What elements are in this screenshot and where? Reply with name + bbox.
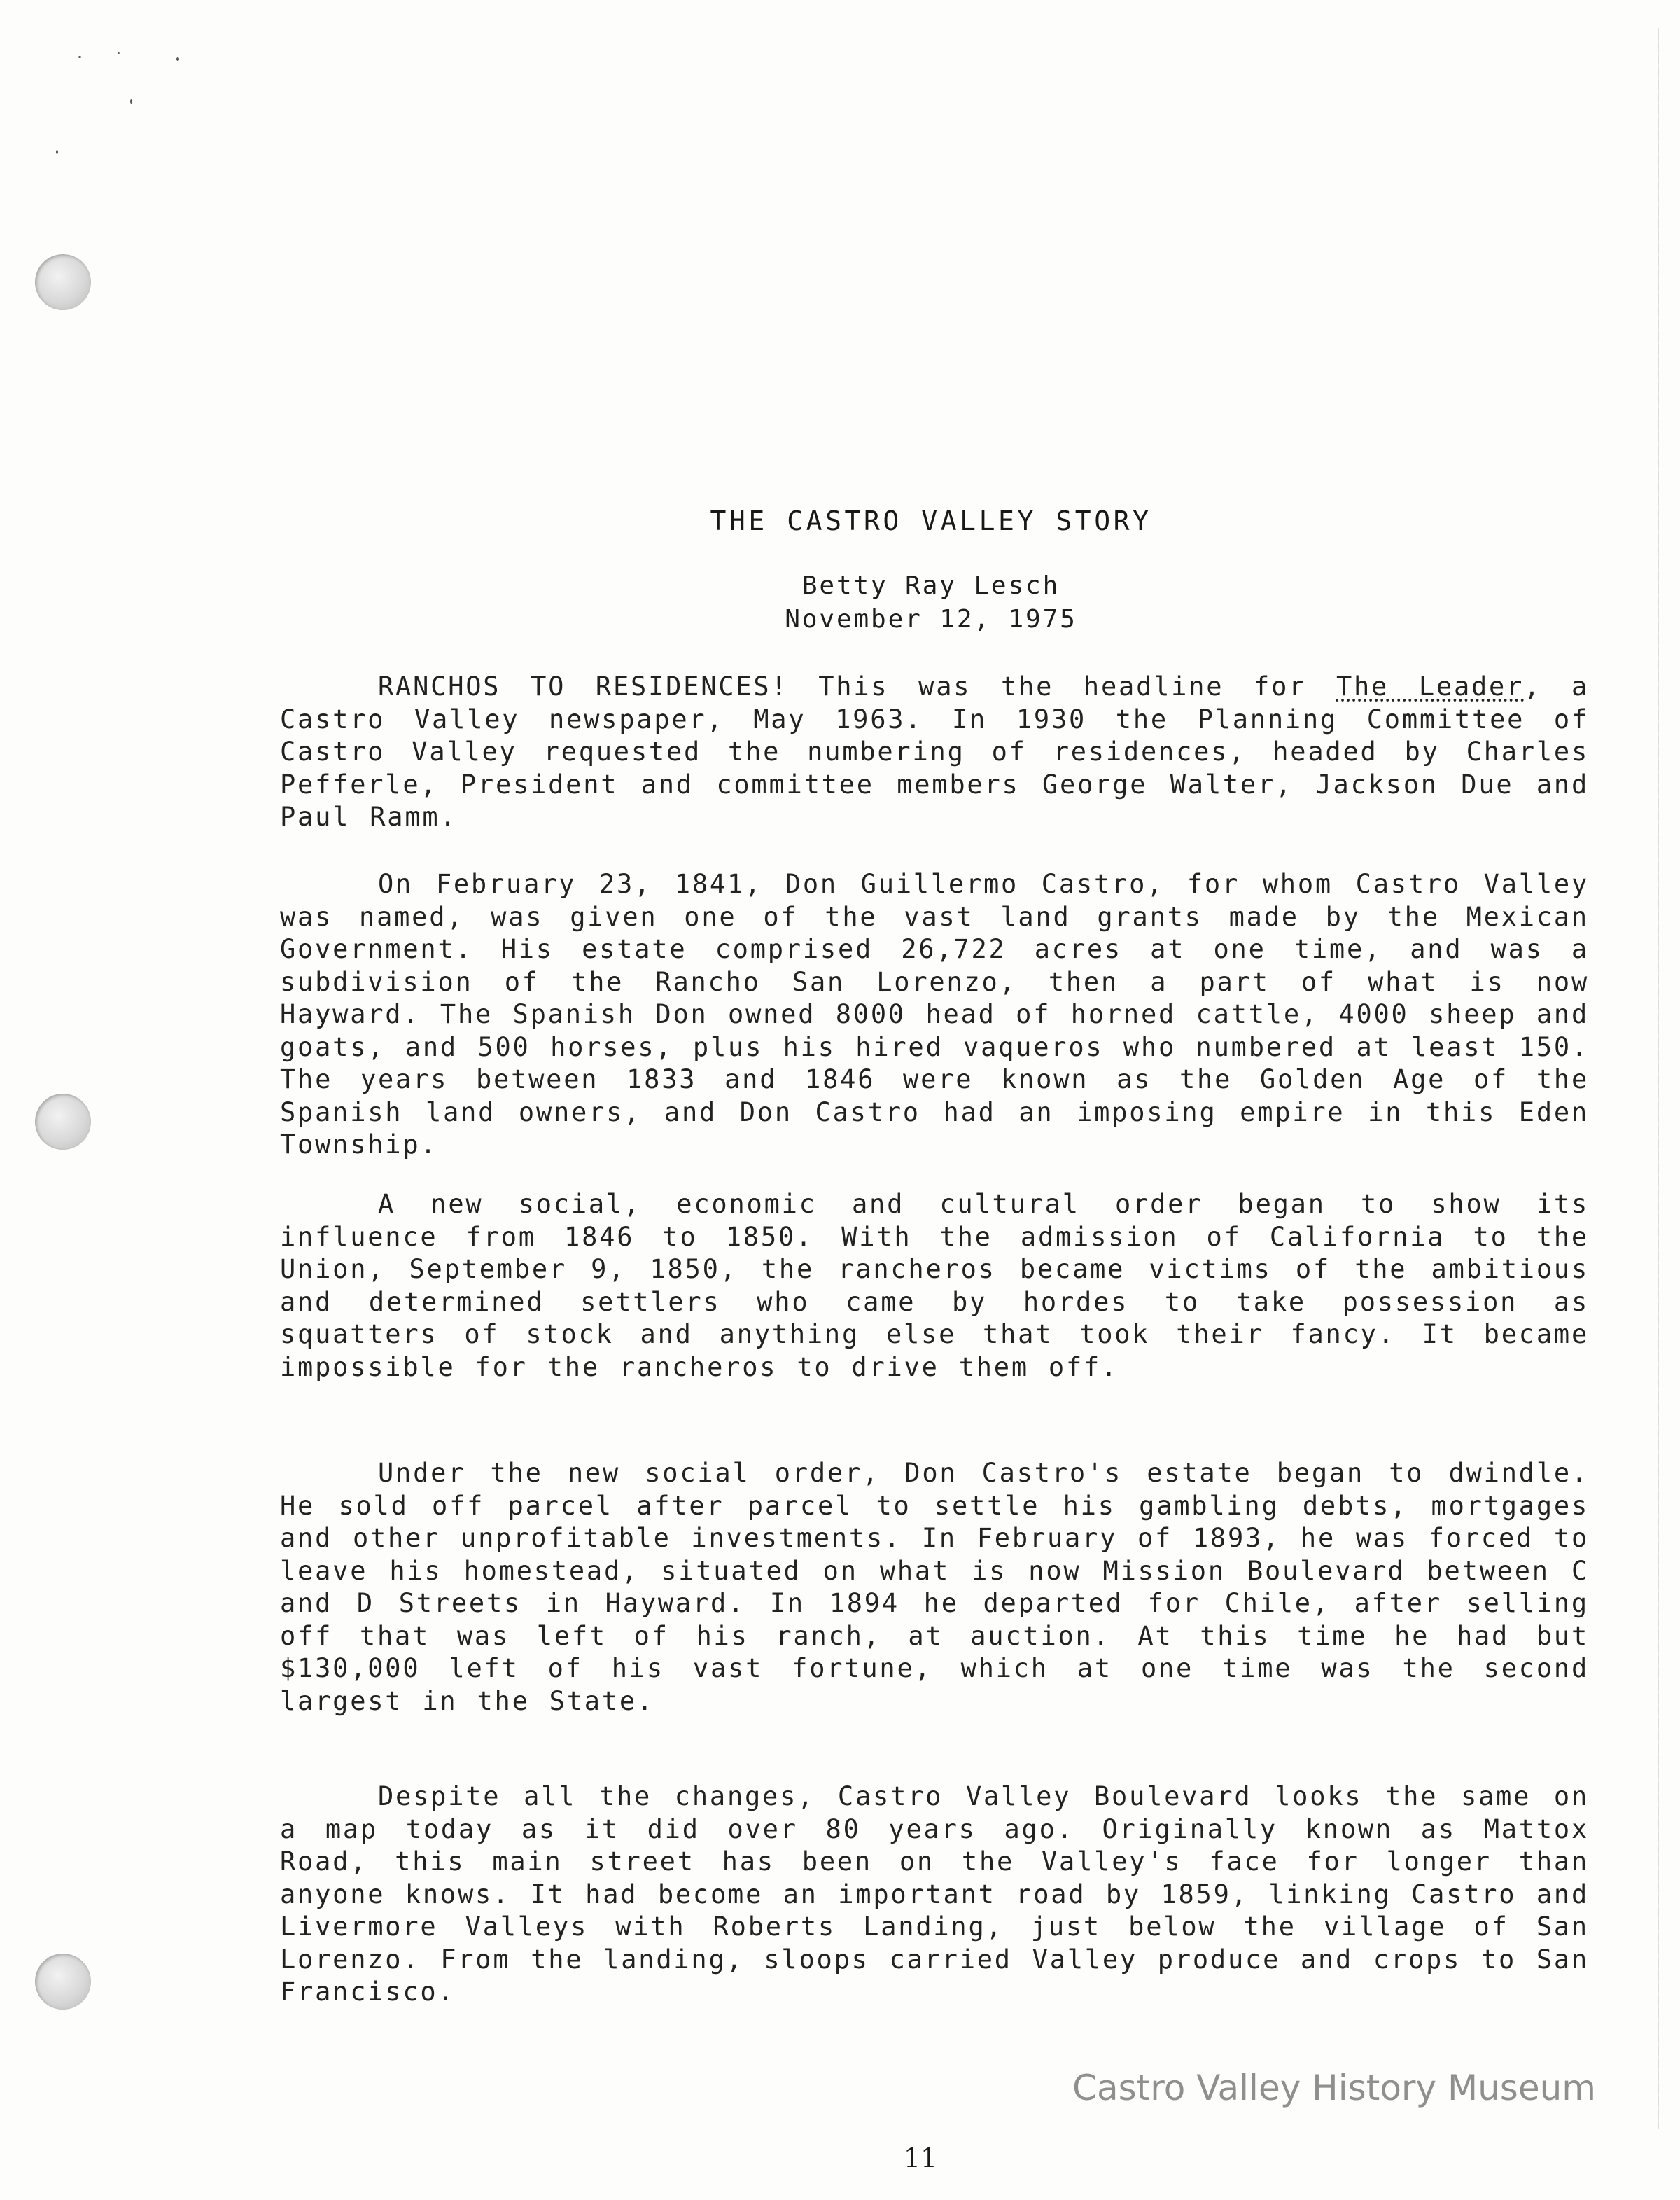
paragraph-3: A new social, economic and cultural order began to show its influence from 1846 to 1850. With the admission of California to the Union, September 9, 1850, the rancheros became victims of the ambitious and determined settlers who came by hordes to take possession as squatters of stock and anything else that took their fancy. It became impossible for the rancheros to drive them off.	[280, 1189, 1589, 1382]
dust-speck	[118, 52, 120, 54]
paragraph-1-lead: RANCHOS TO RESIDENCES! This was the headline for	[378, 671, 1336, 702]
paragraph-2: On February 23, 1841, Don Guillermo Castro, for whom Castro Valley was named, was given one of the vast land grants made by the Mexican Government. His estate comprised 26,722 acres at one time, and was a subdivision of the Rancho San Lorenzo, then a part of what is now Hayward. The Spanish Don owned 8000 head of horned cattle, 4000 sheep and goats, and 500 horses, plus his hired vaqueros who numbered at least 150. The years between 1833 and 1846 were known as the Golden Age of the Spanish land owners, and Don Castro had an imposing empire in this Eden Township.	[280, 869, 1589, 1160]
newspaper-name: The Leader	[1336, 671, 1525, 702]
binder-hole	[35, 1954, 91, 2010]
dust-speck	[78, 56, 81, 58]
dust-speck	[176, 57, 179, 61]
paragraph-1	[280, 671, 1589, 834]
paragraph-1-rest: , a Castro Valley newspaper, May 1963. In 1930 the Planning Committee of Castro Valley requested the numbering of residences, headed by Charles Pefferle, President and committee members George Walter, Jackson Due and Paul Ramm.	[280, 671, 1589, 832]
paragraph-5: Despite all the changes, Castro Valley Boulevard looks the same on a map today as it did over 80 years ago. Originally known as Mattox Road, this main street has been on the Valley's face for longer than anyone knows. It had become an important road by 1859, linking Castro and Livermore Valleys with Roberts Landing, just below the village of San Lorenzo. From the landing, sloops carried Valley produce and crops to San Francisco.	[280, 1781, 1589, 2007]
binder-hole	[35, 1094, 91, 1150]
page-edge-shadow	[1658, 28, 1659, 2129]
document-author: Betty Ray Lesch	[802, 571, 1060, 600]
document-date: November 12, 1975	[785, 605, 1077, 634]
document-title: THE CASTRO VALLEY STORY	[710, 506, 1152, 536]
page-number: 11	[903, 2143, 938, 2173]
paragraph-4: Under the new social order, Don Castro's estate began to dwindle. He sold off parcel after parcel to settle his gambling debts, mortgages and other unprofitable investments. In February of 1893, he was forced to leave his homestead, situated on what is now Mission Boulevard between C and D Streets in Hayward. In 1894 he departed for Chile, after selling off that was left of his ranch, at auction. At this time he had but $130,000 left of his vast fortune, which at one time was the second largest in the State.	[280, 1458, 1589, 1716]
dust-speck	[56, 150, 58, 154]
museum-watermark: Castro Valley History Museum	[1072, 2068, 1596, 2108]
dust-speck	[130, 99, 132, 104]
binder-hole	[35, 254, 91, 310]
